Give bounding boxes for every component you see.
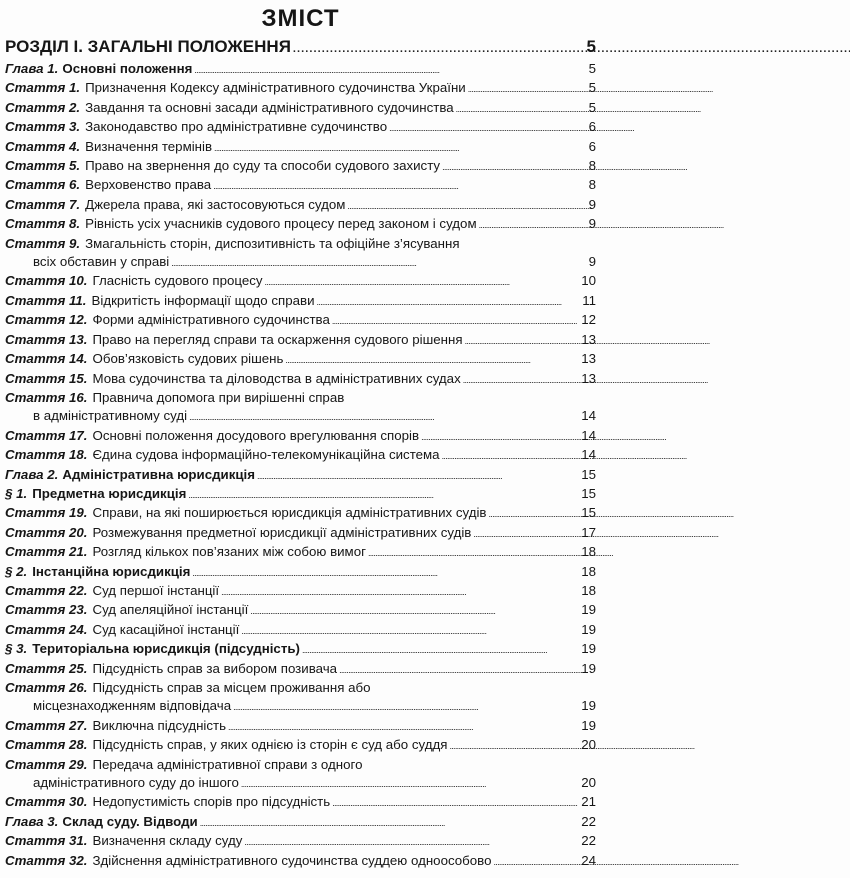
toc-article [5, 389, 596, 427]
entry-label: Стаття 11. [5, 292, 87, 308]
entry-title: Суд апеляційної інстанції [92, 602, 249, 618]
page-number: 10 [581, 273, 596, 289]
entry-label: § 3. [5, 641, 28, 657]
toc-article [5, 852, 596, 871]
entry-label: Стаття 30. [5, 794, 88, 810]
toc-page [0, 2, 600, 878]
page-number: 14 [581, 408, 596, 424]
dot-leader [188, 485, 578, 504]
page-number: 5 [586, 37, 596, 56]
toc-subsection [5, 485, 596, 504]
entry-label: Стаття 12. [5, 312, 88, 328]
toc-article [5, 832, 596, 851]
toc-subsection [5, 563, 596, 582]
entry-title: Основні положення досудового врегулювання спорів [92, 427, 420, 443]
toc-article [5, 601, 596, 620]
entry-label: Стаття 23. [5, 602, 88, 618]
entry-label: Стаття 14. [5, 351, 88, 367]
dot-leader [171, 253, 578, 272]
page-number: 18 [581, 563, 596, 579]
entry-label: Стаття 4. [5, 138, 81, 154]
dot-leader [332, 793, 578, 812]
entry-label: Стаття 2. [5, 99, 81, 115]
dot-leader [213, 176, 578, 195]
dot-leader [293, 36, 578, 60]
page-number: 17 [581, 524, 596, 540]
dot-leader [228, 717, 578, 736]
page-number: 18 [581, 544, 596, 560]
entry-title: Відкритість інформації щодо справи [91, 292, 315, 308]
entry-title-continued: адміністративного суду до іншого [33, 775, 239, 791]
entry-label: Стаття 29. [5, 756, 88, 772]
entry-label: Глава 1. [5, 61, 59, 76]
toc-article [5, 370, 596, 389]
page-number: 5 [588, 80, 596, 96]
page-number: 6 [588, 119, 596, 135]
page-number: 19 [581, 717, 596, 733]
dot-leader [192, 563, 578, 582]
dot-leader [317, 292, 578, 311]
page-number: 19 [581, 698, 596, 714]
toc-chapter [5, 813, 596, 832]
entry-title: Право на звернення до суду та способи судового захисту [85, 158, 441, 174]
entry-title: Територіальна юрисдикція (підсудність) [32, 641, 300, 657]
entry-title: Адміністративна юрисдикція [62, 466, 256, 482]
dot-leader [473, 524, 578, 543]
entry-title: Законодавство про адміністративне судочинство [85, 119, 388, 135]
entry-label: Стаття 5. [5, 158, 81, 174]
entry-label: Стаття 15. [5, 370, 88, 386]
dot-leader [456, 99, 578, 118]
page-number: 5 [588, 61, 596, 76]
entry-label: Стаття 7. [5, 196, 81, 212]
page-number: 22 [581, 833, 596, 849]
page-number: 9 [588, 216, 596, 232]
entry-label: Глава 3. [5, 813, 59, 829]
page-number: 20 [581, 737, 596, 753]
entry-label: Стаття 16. [5, 389, 88, 405]
toc-article [5, 196, 596, 215]
toc-article [5, 524, 596, 543]
dot-leader [265, 272, 578, 291]
dot-leader [244, 832, 578, 851]
toc-article [5, 176, 596, 195]
entry-title: Здійснення адміністративного судочинства суддею одноособово [92, 852, 492, 868]
entry-label: Стаття 3. [5, 119, 81, 135]
entry-title: Недопустимість спорів про підсудність [92, 794, 331, 810]
entry-title: Єдина судова інформаційно-телекомунікаційна система [92, 447, 440, 463]
entry-label: Стаття 26. [5, 680, 88, 695]
page-number: 22 [581, 813, 596, 829]
entry-label: Стаття 10. [5, 273, 88, 289]
dot-leader [389, 118, 578, 137]
dot-leader [302, 640, 578, 659]
page-number: 11 [582, 292, 596, 308]
dot-leader [493, 852, 578, 871]
entry-label: Стаття 32. [5, 852, 88, 868]
toc-article [5, 350, 596, 369]
entry-title: Виключна підсудність [92, 717, 227, 733]
entry-label: Стаття 17. [5, 427, 88, 443]
toc-article [5, 118, 596, 137]
dot-leader [200, 813, 578, 832]
entry-label: Стаття 8. [5, 216, 81, 232]
page-number: 19 [581, 660, 596, 676]
toc-chapter [5, 60, 596, 79]
dot-leader [189, 407, 578, 426]
toc-article [5, 311, 596, 330]
entry-label: Стаття 13. [5, 331, 88, 347]
entry-title: Гласність судового процесу [92, 273, 263, 289]
toc-article [5, 582, 596, 601]
dot-leader [241, 621, 578, 640]
entry-label: Стаття 24. [5, 621, 88, 637]
entry-title: Визначення складу суду [92, 833, 243, 849]
entry-title: Змагальність сторін, диспозитивність та офіційне з’ясування [85, 235, 460, 251]
entry-label: Стаття 25. [5, 660, 88, 676]
dot-leader [339, 660, 578, 679]
section-label: РОЗДІЛ І. ЗАГАЛЬНІ ПОЛОЖЕННЯ [5, 37, 291, 56]
entry-label: Стаття 28. [5, 737, 88, 753]
entry-title: Суд першої інстанції [92, 582, 220, 598]
dot-leader [347, 196, 578, 215]
entry-title-continued: в адміністративному суді [33, 408, 188, 424]
toc-chapter [5, 466, 596, 485]
page-number: 14 [581, 447, 596, 463]
toc-article [5, 272, 596, 291]
toc-article [5, 292, 596, 311]
toc-article [5, 446, 596, 465]
entry-title: Мова судочинства та діловодства в адміністративних судах [92, 370, 461, 386]
dot-leader [257, 466, 578, 485]
page-number: 6 [588, 138, 596, 154]
dot-leader [233, 697, 578, 716]
dot-leader [285, 350, 578, 369]
page-number: 8 [588, 177, 596, 193]
toc-article [5, 427, 596, 446]
page-number: 20 [581, 775, 596, 791]
toc-article [5, 793, 596, 812]
page-number: 13 [581, 351, 596, 367]
entry-title: Підсудність справ за вибором позивача [92, 660, 338, 676]
page-number: 24 [581, 852, 596, 868]
section-heading [5, 36, 596, 60]
dot-leader [442, 446, 578, 465]
dot-leader [221, 582, 578, 601]
page-number: 9 [588, 254, 596, 270]
toc-subsection [5, 640, 596, 659]
dot-leader [368, 543, 578, 562]
entry-label: § 1. [5, 485, 28, 501]
entry-title: Правнича допомога при вирішенні справ [92, 389, 345, 405]
entry-label: Стаття 9. [5, 235, 81, 251]
entry-title: Рівність усіх учасників судового процесу перед законом і судом [85, 216, 477, 232]
entry-title: Форми адміністративного судочинства [92, 312, 330, 328]
entry-title: Визначення термінів [85, 138, 213, 154]
dot-leader [241, 774, 578, 793]
entry-title: Джерела права, які застосовуються судом [85, 196, 346, 212]
toc-article [5, 660, 596, 679]
entry-label: Глава 2. [5, 466, 59, 482]
toc-article [5, 99, 596, 118]
entry-label: Стаття 1. [5, 80, 81, 96]
entry-title: Обов’язковість судових рішень [92, 351, 284, 367]
entry-title-continued: місцезнаходженням відповідача [33, 698, 232, 714]
entry-title: Розмежування предметної юрисдикції адміністративних судів [92, 524, 472, 540]
page-title: ЗМІСТ [261, 5, 340, 32]
entry-label: § 2. [5, 563, 28, 579]
toc-list [5, 60, 596, 871]
entry-title: Розгляд кількох пов’язаних між собою вимог [92, 544, 366, 560]
toc-article [5, 504, 596, 523]
entry-title: Завдання та основні засади адміністративного судочинства [85, 99, 454, 115]
page-number: 5 [588, 99, 596, 115]
dot-leader [332, 311, 578, 330]
toc-article [5, 79, 596, 98]
entry-label: Стаття 31. [5, 833, 88, 849]
entry-label: Стаття 18. [5, 447, 88, 463]
dot-leader [421, 427, 578, 446]
toc-article [5, 331, 596, 350]
toc-article [5, 756, 596, 794]
entry-title: Предметна юрисдикція [32, 485, 187, 501]
page-number: 13 [581, 331, 596, 347]
dot-leader [214, 138, 578, 157]
page-number: 19 [581, 641, 596, 657]
dot-leader [250, 601, 578, 620]
page-number: 8 [588, 158, 596, 174]
dot-leader [468, 79, 578, 98]
page-number: 14 [581, 427, 596, 443]
entry-title-continued: всіх обставин у справі [33, 254, 170, 270]
entry-title: Справи, на які поширюється юрисдикція адміністративних судів [92, 505, 487, 521]
toc-article [5, 621, 596, 640]
entry-title: Склад суду. Відводи [62, 813, 198, 829]
entry-label: Стаття 6. [5, 177, 81, 193]
entry-label: Стаття 21. [5, 544, 88, 560]
page-number: 21 [581, 794, 596, 810]
entry-title: Суд касаційної інстанції [92, 621, 240, 637]
dot-leader [479, 215, 578, 234]
entry-title: Призначення Кодексу адміністративного судочинства України [85, 80, 466, 96]
entry-title: Передача адміністративної справи з одного [92, 756, 363, 772]
page-number: 18 [581, 582, 596, 598]
dot-leader [194, 60, 578, 79]
entry-title: Верховенство права [85, 177, 212, 193]
toc-article [5, 679, 596, 717]
page-number: 19 [581, 602, 596, 618]
entry-title: Основні положення [62, 61, 193, 76]
entry-title: Підсудність справ, у яких однією із сторін є суд або суддя [92, 737, 448, 753]
entry-title: Інстанційна юрисдикція [32, 563, 191, 579]
page-number: 12 [581, 312, 596, 328]
page-number: 15 [581, 466, 596, 482]
page-number: 19 [581, 621, 596, 637]
toc-article [5, 543, 596, 562]
toc-article [5, 215, 596, 234]
page-number: 15 [581, 505, 596, 521]
page-number: 9 [588, 196, 596, 212]
dot-leader [488, 504, 578, 523]
toc-article [5, 138, 596, 157]
toc-article [5, 157, 596, 176]
entry-label: Стаття 22. [5, 582, 88, 598]
toc-article [5, 235, 596, 273]
entry-title: Підсудність справ за місцем проживання або [92, 680, 371, 695]
dot-leader [463, 370, 578, 389]
toc-article [5, 717, 596, 736]
page-number: 13 [581, 370, 596, 386]
dot-leader [465, 331, 578, 350]
entry-label: Стаття 20. [5, 524, 88, 540]
dot-leader [442, 157, 578, 176]
toc-article [5, 736, 596, 755]
page-number: 15 [581, 485, 596, 501]
dot-leader [449, 736, 578, 755]
entry-label: Стаття 19. [5, 505, 88, 521]
entry-title: Право на перегляд справи та оскарження судового рішення [92, 331, 463, 347]
entry-label: Стаття 27. [5, 717, 88, 733]
